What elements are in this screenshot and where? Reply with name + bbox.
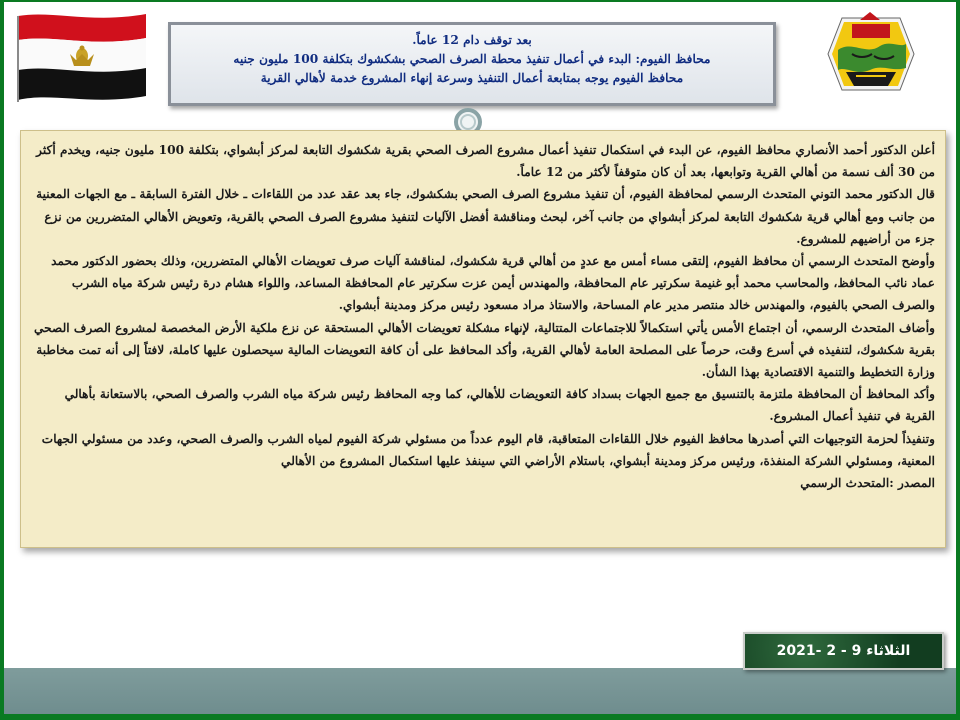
headline-line: بعد توقف دام 12 عاماً. [412, 33, 532, 47]
article-paragraph: وأوضح المتحدث الرسمي أن محافظ الفيوم، إلتقى مساء أمس مع عددٍ من أهالي قرية شكشوك، لمناقشة آليات صرف تعويضات الأهالي المتضررين، وذلك بحضور الدكتور محمد عماد نائب المحافظ، والمحاسب محمد أبو غنيمة سكرتير عام المحافظة، والمهندس أيمن عزت سكرتير عام المحافظة المساعد، واللواء هشام درة رئيس شركة مياه الشرب والصرف الصحي بالفيوم، والمهندس خالد منتصر مدير عام المساحة، والاستاذ مراد مسعود رئيس مركز ومدينة أبشواي. [51, 254, 935, 313]
article-body [20, 130, 946, 548]
connector-ring-inner-ornament [460, 114, 476, 130]
egypt-flag-image [12, 10, 152, 108]
article-paragraph: وتنفيذاً لحزمة التوجيهات التي أصدرها محافظ الفيوم خلال اللقاءات المتعاقبة، قام اليوم عدداً من مسئولي شركة الفيوم لمياه الشرب والصرف الصحي، وعدد من مسئولي الجهات المعنية، ومسئولي الشركة المنفذة، ورئيس مركز ومدينة أبشواي، باستلام الأراضي التي سينفذ عليها استكمال المشروع من الأهالي [41, 431, 935, 468]
headline-line: محافظ الفيوم يوجه بمتابعة أعمال التنفيذ وسرعة إنهاء المشروع خدمة لأهالي القرية [260, 71, 684, 85]
bottom-band [4, 668, 956, 714]
headline-box [168, 22, 776, 106]
article-source: المصدر :المتحدث الرسمي [800, 476, 935, 491]
date-badge: الثلاثاء 9 - 2 -2021 [743, 632, 944, 670]
fayoum-governorate-logo [822, 10, 920, 98]
article-paragraph: وأضاف المتحدث الرسمي، أن اجتماع الأمس يأتي استكمالاً للاجتماعات المتتالية، لإنهاء مشكلة تعويضات الأهالي المستحقة عن نزع ملكية الأرض المخصصة لمشروع الصرف الصحي بقرية شكشوك، لتنفيذه في أسرع وقت، حرصاً على المصلحة العامة لأهالي القرية، وأكد المحافظ على أن كافة التعويضات المالية سيحصلون عليها كاملة، لافتاً إلى أنه تمت مخاطبة وزارة التخطيط والتنمية الاقتصادية بهذا الشأن. [33, 320, 935, 380]
article-paragraph: وأكد المحافظ أن المحافظة ملتزمة بالتنسيق مع جميع الجهات بسداد كافة التعويضات للأهالي، كما وجه المحافظ رئيس شركة مياه الشرب والصرف الصحي، بالاستعانة بأهالي القرية في تنفيذ أعمال المشروع. [64, 387, 935, 424]
article-paragraph: قال الدكتور محمد التوني المتحدث الرسمي لمحافظة الفيوم، أن تنفيذ مشروع الصرف الصحي بشكشوك، جاء بعد عقد عدد من اللقاءات ـ خلال الفترة السابقة ـ مع الجهات المعنية من جانب ومع أهالي قرية شكشوك التابعة لمركز أبشواي من جانب آخر، لبحث ومناقشة أفضل الآليات لتنفيذ مشروع الصرف الصحي بالقرية، وتعويض الأهالي المتضررين من نزع جزء من أراضيهم للمشروع. [36, 187, 935, 246]
article-paragraph: أعلن الدكتور أحمد الأنصاري محافظ الفيوم، عن البدء في استكمال تنفيذ أعمال مشروع الصرف الصحي بقرية شكشوك التابعة لمركز أبشواي، بتكلفة 100 مليون جنيه، ويخدم أكثر من 30 ألف نسمة من أهالي القرية وتوابعها، بعد أن كان متوقفاً لأكثر من 12 عاماً. [36, 143, 935, 180]
headline-line: محافظ الفيوم: البدء في أعمال تنفيذ محطة الصرف الصحي بشكشوك بتكلفة 100 مليون جنيه [233, 52, 711, 66]
